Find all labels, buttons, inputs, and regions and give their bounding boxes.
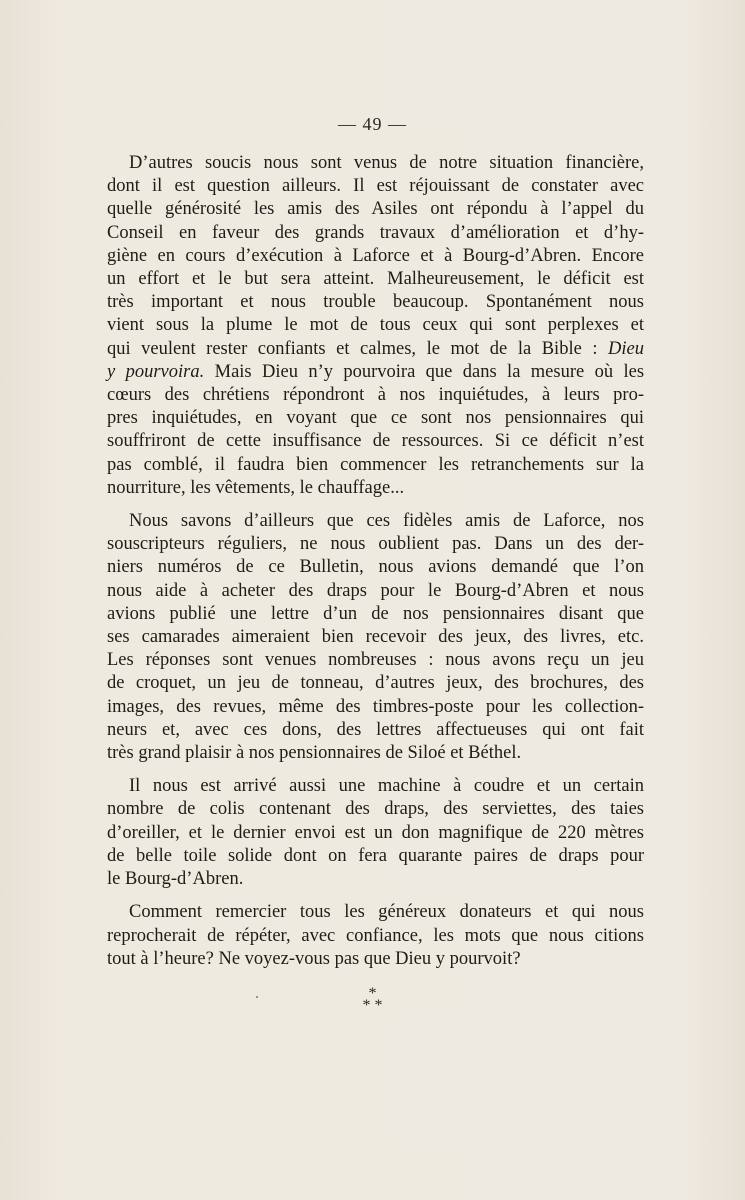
asterism-separator	[0, 985, 745, 1014]
text-line: un effort et le but sera atteint. Malheureusement, le déficit est	[107, 269, 644, 290]
text-line: le Bourg-d’Abren.	[107, 869, 244, 890]
text-segment: qui veulent rester confiants et calmes, le mot de la Bible :	[107, 338, 598, 359]
paragraph-2	[107, 510, 644, 765]
text-line: de croquet, un jeu de tonneau, d’autres jeux, des brochures, des	[107, 673, 644, 694]
paragraph-3	[107, 775, 644, 891]
text-line: Nous savons d’ailleurs que ces fidèles amis de Laforce, nos	[129, 511, 644, 532]
text-line: vient sous la plume le mot de tous ceux qui sont perplexes et	[107, 315, 644, 336]
page-number: — 49 —	[338, 114, 407, 134]
text-line: nous aide à acheter des draps pour le Bourg-d’Abren et nous	[107, 580, 644, 601]
italic-word: y	[107, 361, 116, 382]
text-line: images, des revues, même des timbres-poste pour les collection-	[107, 696, 644, 717]
paragraph-1	[107, 152, 644, 500]
text-line: Il nous est arrivé aussi une machine à coudre et un certain	[129, 776, 644, 797]
text-line: nombre de colis contenant des draps, des serviettes, des taies	[107, 799, 644, 820]
text-line-with-italic	[107, 361, 644, 384]
text-line: Comment remercier tous les généreux donateurs et qui nous	[129, 902, 644, 923]
text-line: pres inquiétudes, en voyant que ce sont nos pensionnaires qui	[107, 408, 644, 429]
body-text	[107, 152, 644, 981]
text-line: reprocherait de répéter, avec confiance, les mots que nous citions	[107, 925, 644, 946]
text-line: cœurs des chrétiens répondront à nos inquiétudes, à leurs pro-	[107, 385, 644, 406]
text-line: dont il est question ailleurs. Il est réjouissant de constater avec	[107, 176, 644, 197]
text-line: très important et nous trouble beaucoup. Spontanément nous	[107, 292, 644, 313]
text-line: très grand plaisir à nos pensionnaires de Siloé et Béthel.	[107, 743, 522, 764]
asterism-bottom: * *	[362, 997, 383, 1014]
text-line: quelle générosité les amis des Asiles ont répondu à l’appel du	[107, 199, 644, 220]
text-line: d’oreiller, et le dernier envoi est un don magnifique de 220 mètres	[107, 822, 644, 843]
text-line: souffriront de cette insuffisance de ressources. Si ce déficit n’est	[107, 431, 644, 452]
text-line: pas comblé, il faudra bien commencer les retranchements sur la	[107, 454, 644, 475]
paragraph-4	[107, 901, 644, 971]
text-line: niers numéros de ce Bulletin, nous avions demandé que l’on	[107, 557, 644, 578]
text-line: D’autres soucis nous sont venus de notre situation financière,	[129, 153, 644, 173]
text-line: souscripteurs réguliers, ne nous oublient pas. Dans un des der-	[107, 534, 644, 555]
italic-word: pourvoira.	[125, 361, 205, 382]
text-line-with-italic	[107, 338, 644, 361]
text-line: tout à l’heure? Ne voyez-vous pas que Dieu y pourvoit?	[107, 948, 521, 969]
text-line: neurs et, avec ces dons, des lettres affectueuses qui ont fait	[107, 719, 644, 740]
text-line: de belle toile solide dont on fera quarante paires de draps pour	[107, 845, 644, 866]
text-line: avions publié une lettre d’un de nos pensionnaires disant que	[107, 603, 644, 624]
text-line: Conseil en faveur des grands travaux d’amélioration et d’hy-	[107, 222, 644, 243]
italic-word: Dieu	[608, 338, 644, 359]
text-line: ses camarades aimeraient bien recevoir des jeux, des livres, etc.	[107, 627, 644, 648]
text-line: nourriture, les vêtements, le chauffage...	[107, 477, 405, 498]
text-line: Les réponses sont venues nombreuses : nous avons reçu un jeu	[107, 650, 644, 671]
text-line: giène en cours d’exécution à Laforce et à Bourg-d’Abren. Encore	[107, 245, 644, 266]
text-segment: Mais Dieu n’y pourvoira que dans la mesure où les	[214, 361, 645, 382]
asterism-top: *	[368, 985, 377, 1002]
